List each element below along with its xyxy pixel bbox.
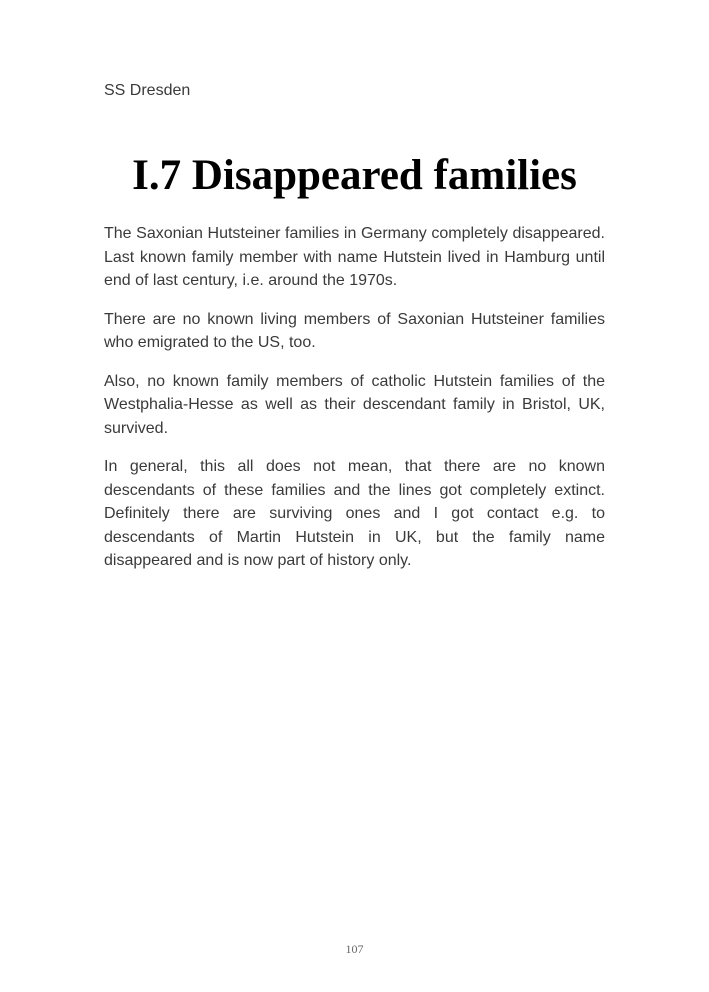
body-text <box>104 222 605 588</box>
paragraph: Also, no known family members of catholic Hutstein families of the Westphalia-Hesse as well as their descendant family in Bristol, UK, survived. <box>104 372 605 437</box>
page-number: 107 <box>345 942 364 956</box>
running-header: SS Dresden <box>104 82 191 99</box>
paragraph: The Saxonian Hutsteiner families in Germany completely disappeared. Last known family member with name Hutstein lived in Hamburg until end of last century, i.e. around the 1970s. <box>104 225 605 289</box>
paragraph: In general, this all does not mean, that there are no known descendants of these families and the lines got completely extinct. Definitely there are surviving ones and I got contact e.g. to descendants of Martin Hutstein in UK, but the family name disappeared and is now part of history only. <box>104 458 605 569</box>
paragraph: There are no known living members of Saxonian Hutsteiner families who emigrated to the US, too. <box>104 310 605 351</box>
chapter-title: I.7 Disappeared families <box>132 152 577 199</box>
